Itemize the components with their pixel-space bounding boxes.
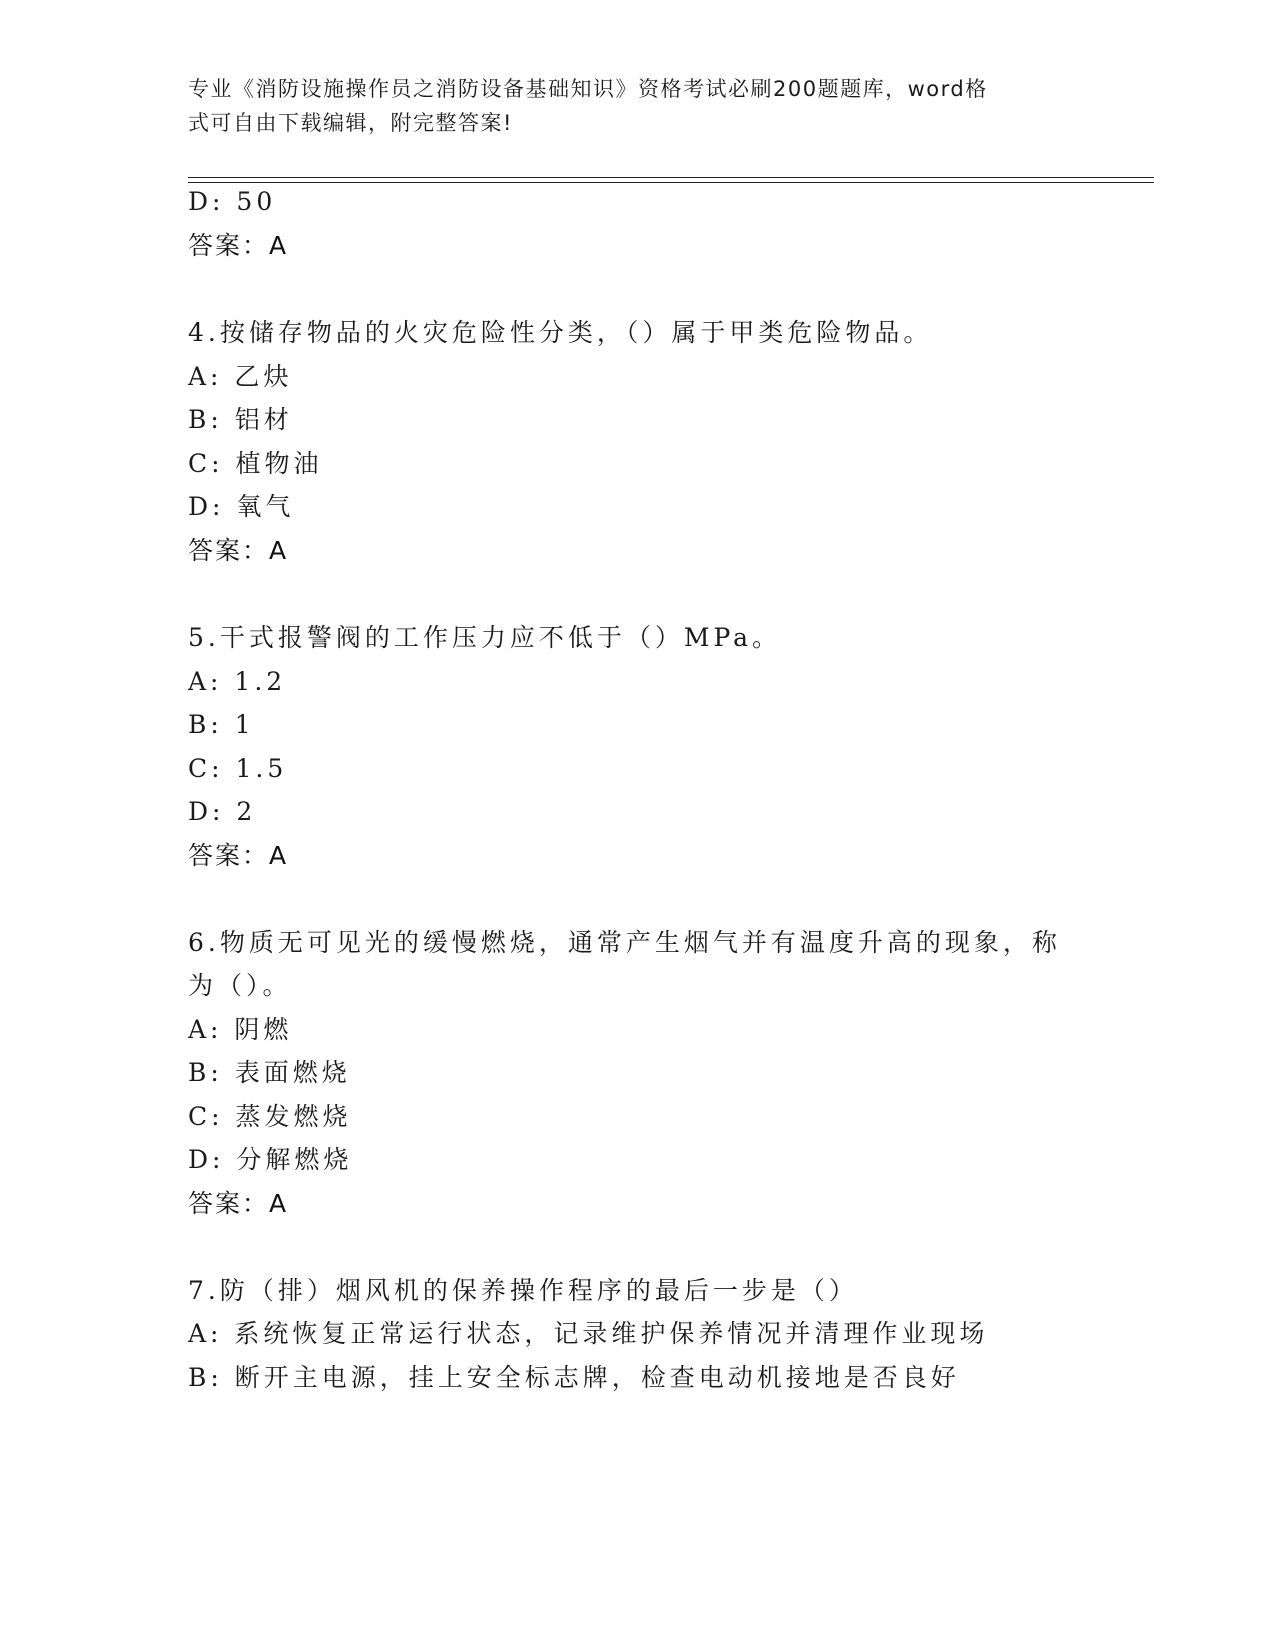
header-line-1: 专业《消防设施操作员之消防设备基础知识》资格考试必刷200题题库，word格 xyxy=(188,77,988,101)
question-7-option-b: B: 断开主电源，挂上安全标志牌，检查电动机接地是否良好 xyxy=(188,1363,960,1392)
question-4-stem: 4.按储存物品的火灾危险性分类，（）属于甲类危险物品。 xyxy=(188,318,933,347)
question-5-answer: 答案：A xyxy=(188,841,289,870)
question-6-stem-line-1: 6.物质无可见光的缓慢燃烧，通常产生烟气并有温度升高的现象，称 xyxy=(188,928,1061,957)
header-line-2: 式可自由下载编辑，附完整答案! xyxy=(188,111,513,135)
prev-answer: 答案：A xyxy=(188,231,289,260)
question-5-option-a: A: 1.2 xyxy=(188,667,287,696)
question-6-option-d: D: 分解燃烧 xyxy=(188,1145,353,1174)
question-5-option-c: C: 1.5 xyxy=(188,754,288,783)
question-7-stem: 7.防（排）烟风机的保养操作程序的最后一步是（） xyxy=(188,1276,858,1305)
header-divider-top xyxy=(188,177,1154,178)
question-6-option-a: A: 阴燃 xyxy=(188,1015,293,1044)
question-7-option-a: A: 系统恢复正常运行状态，记录维护保养情况并清理作业现场 xyxy=(188,1319,989,1348)
question-4-option-a: A: 乙炔 xyxy=(188,362,293,391)
question-4-option-b: B: 铝材 xyxy=(188,405,293,434)
question-4-option-c: C: 植物油 xyxy=(188,449,323,478)
question-5-option-d: D: 2 xyxy=(188,797,257,826)
question-6-answer: 答案：A xyxy=(188,1189,289,1218)
question-6-stem-line-2: 为（）。 xyxy=(188,971,292,1000)
question-4-option-d: D: 氧气 xyxy=(188,492,295,521)
question-5-stem: 5.干式报警阀的工作压力应不低于（）MPa。 xyxy=(188,623,782,652)
question-6-option-b: B: 表面燃烧 xyxy=(188,1058,351,1087)
prev-option-d: D: 50 xyxy=(188,187,277,216)
question-4-answer: 答案：A xyxy=(188,536,289,565)
question-6-option-c: C: 蒸发燃烧 xyxy=(188,1102,352,1131)
document-header xyxy=(188,72,1088,140)
question-5-option-b: B: 1 xyxy=(188,710,255,739)
header-divider-bottom xyxy=(188,182,1154,183)
